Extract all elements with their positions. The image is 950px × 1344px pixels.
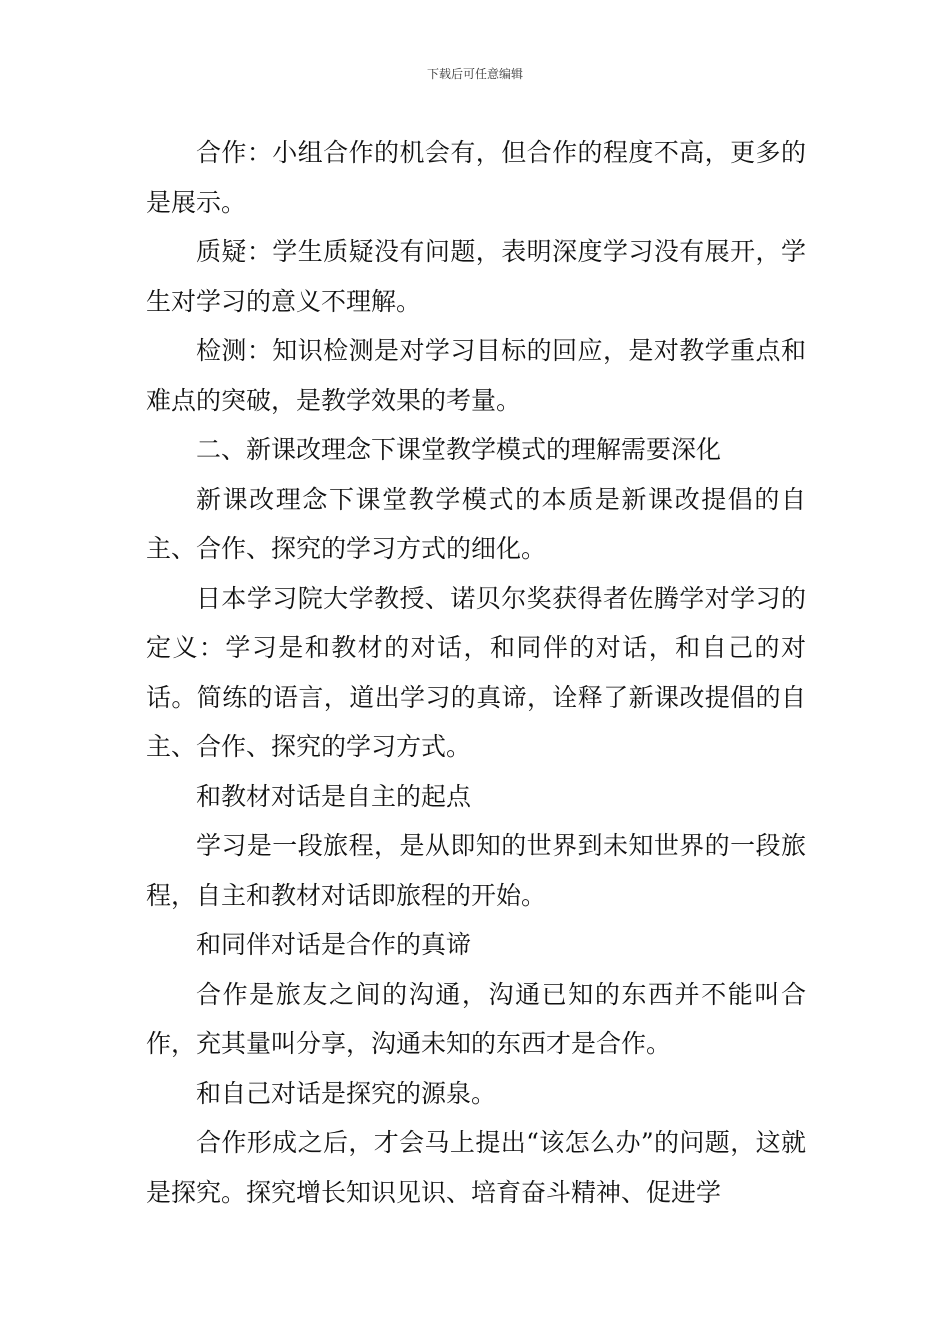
section-heading-2: 二、新课改理念下课堂教学模式的理解需要深化 xyxy=(196,435,722,464)
paragraph-cooperation: 合作：小组合作的机会有，但合作的程度不高，更多的是展示。 xyxy=(146,138,806,217)
paragraph-essence: 新课改理念下课堂教学模式的本质是新课改提倡的自主、合作、探究的学习方式的细化。 xyxy=(146,484,806,563)
subheading-textbook-dialogue: 和教材对话是自主的起点 xyxy=(196,781,472,811)
document-body xyxy=(146,128,806,1217)
subheading-self-dialogue: 和自己对话是探究的源泉。 xyxy=(196,1078,497,1108)
page-header: 下载后可任意编辑 xyxy=(426,67,523,81)
paragraph-definition: 日本学习院大学教授、诺贝尔奖获得者佐腾学对学习的定义：学习是和教材的对话，和同伴的对话，和自己的对话。简练的语言，道出学习的真谛，诠释了新课改提倡的自主、合作、探究的学习方式。 xyxy=(146,583,806,761)
paragraph-inquiry: 合作形成之后，才会马上提出“该怎么办”的问题，这就是探究。探究增长知识见识、培育奋斗精神、促进学 xyxy=(146,1128,806,1207)
paragraph-journey: 学习是一段旅程，是从即知的世界到未知世界的一段旅程，自主和教材对话即旅程的开始。 xyxy=(146,831,806,910)
paragraph-communication: 合作是旅友之间的沟通，沟通已知的东西并不能叫合作，充其量叫分享，沟通未知的东西才是合作。 xyxy=(146,979,806,1058)
paragraph-questioning: 质疑：学生质疑没有问题，表明深度学习没有展开，学生对学习的意义不理解。 xyxy=(146,237,806,316)
subheading-peer-dialogue: 和同伴对话是合作的真谛 xyxy=(196,930,472,959)
paragraph-testing: 检测：知识检测是对学习目标的回应，是对教学重点和难点的突破，是教学效果的考量。 xyxy=(146,336,806,415)
